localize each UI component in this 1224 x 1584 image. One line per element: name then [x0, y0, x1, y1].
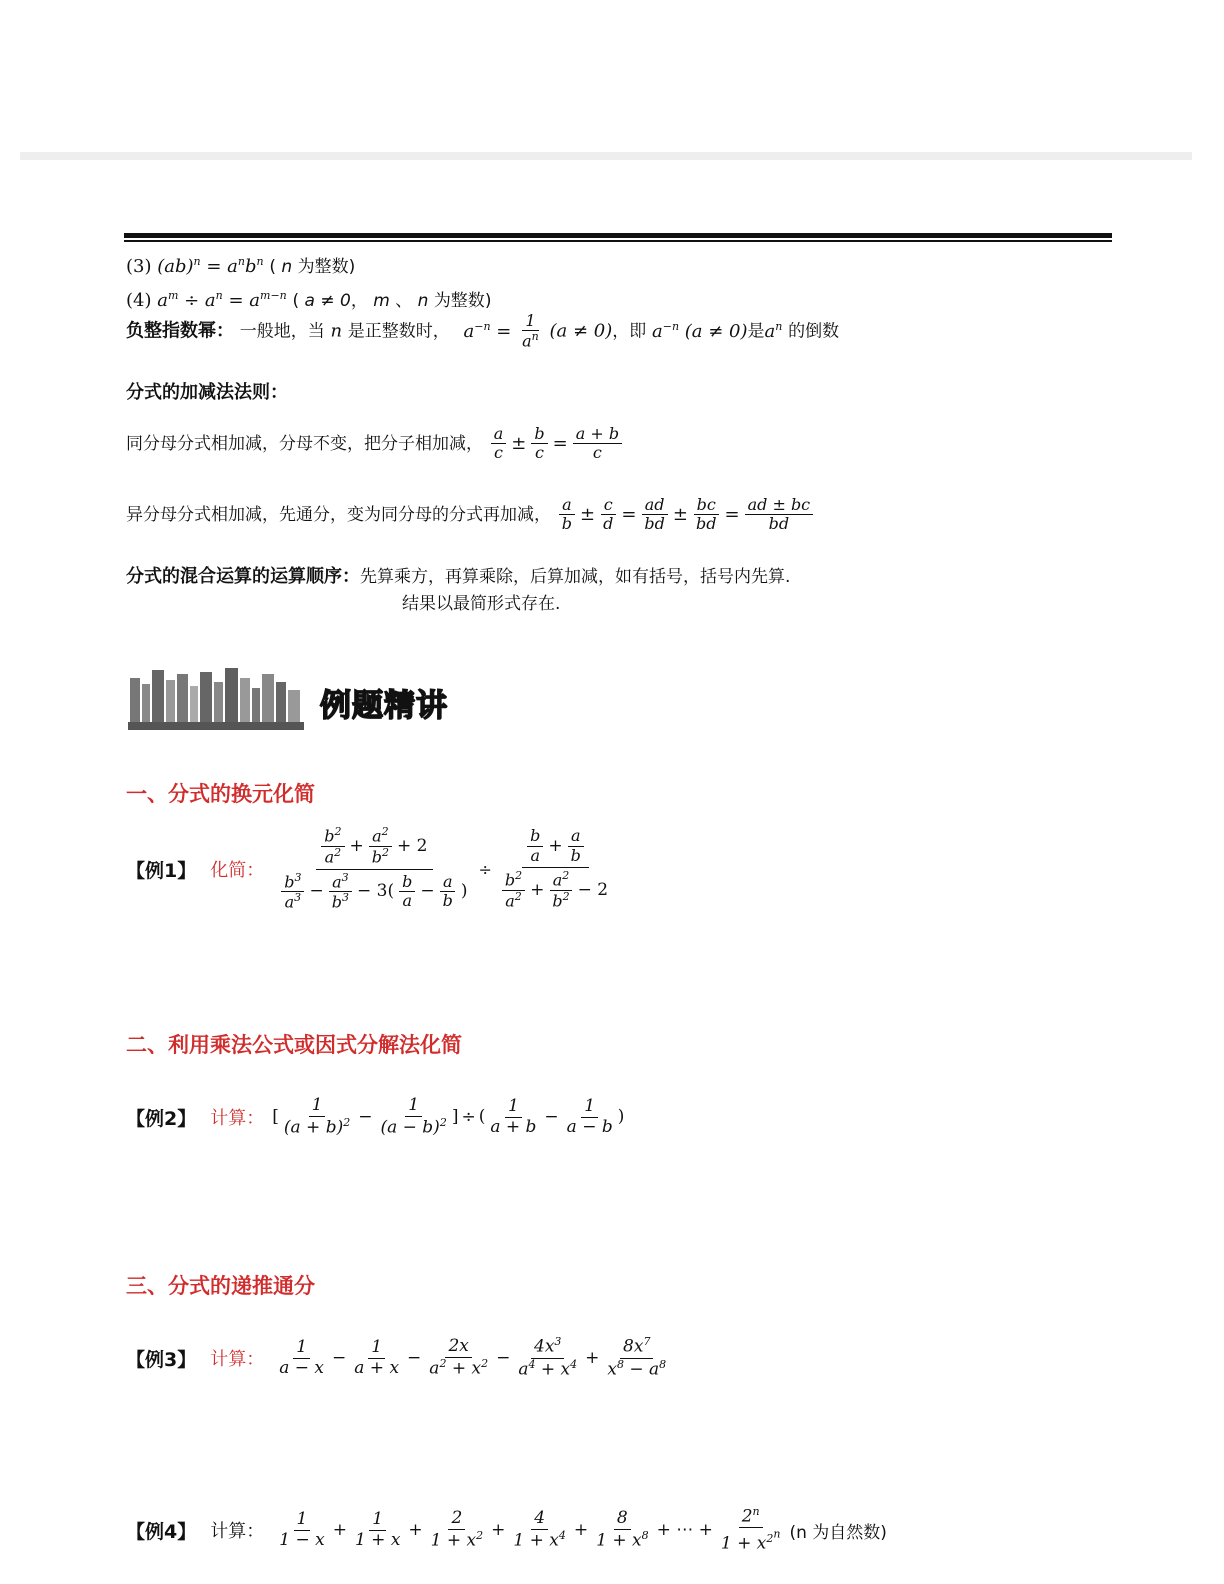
banner-title: 例题精讲	[320, 688, 448, 724]
example-1-label: 【例1】	[126, 859, 197, 882]
example-3-label: 【例3】	[126, 1348, 197, 1371]
example-3-expression: $\frac{1}{a - x}$ − $\frac{1}{a + x}$ − $\frac{2x}{a^2 + x^2}$ − $\frac{4x^3}{a^4 + x^4}$ + $\frac{8x^7}{x^8 - a^8}$	[279, 1335, 667, 1380]
section-title-3: 三、分式的递推通分	[126, 1274, 315, 1298]
example-2-label: 【例2】	[126, 1107, 197, 1130]
reciprocal-fraction: $\frac{1}{a^n}$	[522, 311, 539, 351]
same-denominator-rule: 同分母分式相加减，分母不变，把分子相加减， $\frac{a}{c}$ ± $\frac{b}{c}$ = $\frac{a + b}{c}$	[126, 425, 624, 463]
rule-3-prefix: (3)	[126, 256, 152, 277]
example-2-verb: 计算：	[210, 1108, 265, 1129]
rule-4-note: 为整数	[433, 291, 485, 311]
mixed-operations-line-2: 结果以最简形式存在.	[402, 594, 561, 614]
negative-exponent-text-5: 的倒数	[788, 321, 840, 342]
add-sub-heading: 分式的加减法法则：	[126, 382, 288, 403]
mixed-operations-heading: 分式的混合运算的运算顺序：	[126, 566, 360, 587]
different-denominator-rule: 异分母分式相加减，先通分，变为同分母的分式再加减， $\frac{a}{b}$ ± $\frac{c}{d}$ = $\frac{ad}{bd}$ ± $\frac{bc}{bd}$ = $\frac{ad \pm bc}{bd}$	[126, 496, 815, 534]
negative-exponent-text: 一般地，当	[239, 321, 325, 342]
example-4	[126, 1502, 887, 1558]
rule-4: (4) $a^m \div a^n = a^{m-n}$ ( a ≠ 0， m 、 n 为整数)	[126, 289, 492, 311]
example-2-expression: [ $\frac{1}{(a + b)^2}$ − $\frac{1}{(a - b)^2}$ ] ÷ ( $\frac{1}{a + b}$ − $\frac{1}{a - b}$ )	[272, 1095, 625, 1138]
rule-3-note: 为整数	[297, 257, 349, 277]
example-4-note: (n 为自然数)	[789, 1522, 887, 1543]
example-2	[126, 1090, 624, 1144]
example-3-verb: 计算：	[210, 1349, 265, 1370]
negative-exponent-text-2: 是正整数时，	[347, 321, 450, 342]
section-title-2: 二、利用乘法公式或因式分解法化简	[126, 1033, 462, 1057]
header-rule-thick	[124, 233, 1112, 238]
negative-exponent-text-3: ，即	[612, 321, 647, 342]
header-rule-thin	[124, 240, 1112, 242]
page-top-band	[20, 152, 1192, 160]
mixed-operations-rule	[126, 565, 790, 589]
example-banner	[126, 664, 471, 734]
example-3	[126, 1330, 671, 1386]
example-4-expression: $\frac{1}{1 - x}$ + $\frac{1}{1 + x}$ + $\frac{2}{1 + x^2}$ + $\frac{4}{1 + x^4}$ + $\frac{8}{1 + x^8}$ + ⋯ + $\frac{2^n}{1 + x^{2^n}}$	[279, 1504, 781, 1554]
rule-4-prefix: (4)	[126, 290, 152, 311]
negative-exponent-heading: 负整指数幂：	[126, 320, 234, 342]
different-denominator-text: 异分母分式相加减，先通分，变为同分母的分式再加减，	[126, 504, 551, 525]
mixed-operations-line-1: 先算乘方，再算乘除，后算加减，如有括号，括号内先算.	[360, 567, 791, 587]
negative-exponent-condition: (a ≠ 0)	[549, 320, 613, 342]
example-1: 【例1】 化简： $\frac{b^2}{a^2}$ + $\frac{a^2}{b^2}$ + 2 $\frac{b^3}{a^3}$ − $\frac{a^3}{b^3}$ − 3( $\frac{b}{a}$ − $\frac{a}{b}$ ) ÷ $\frac{b}{a}$ + $\frac{a}{b}$ $\frac{b^2}{a^2}$ + $\frac{a^2}{b^2}$ − 2	[126, 825, 609, 912]
rule-3: (3) $(ab)^n = a^nb^n$ ( n 为整数)	[126, 255, 356, 277]
negative-exponent-text-4: 是	[747, 321, 765, 342]
example-1-expression: $\frac{b^2}{a^2}$ + $\frac{a^2}{b^2}$ + 2 $\frac{b^3}{a^3}$ − $\frac{a^3}{b^3}$ − 3( $\frac{b}{a}$ − $\frac{a}{b}$ )	[276, 826, 473, 912]
example-1-verb: 化简：	[210, 860, 265, 881]
negative-exponent-rule: 负整指数幂： 一般地，当 n 是正整数时， $a^{-n}$ = $\frac{1}{a^n}$ (a ≠ 0)，即 $a^{-n}$ (a ≠ 0)是$a^n$ 的倒数	[126, 311, 840, 351]
example-4-label: 【例4】	[126, 1520, 197, 1543]
example-4-verb: 计算：	[210, 1521, 265, 1542]
same-denominator-text: 同分母分式相加减，分母不变，把分子相加减，	[126, 433, 483, 454]
section-title-1: 一、分式的换元化简	[126, 782, 315, 806]
